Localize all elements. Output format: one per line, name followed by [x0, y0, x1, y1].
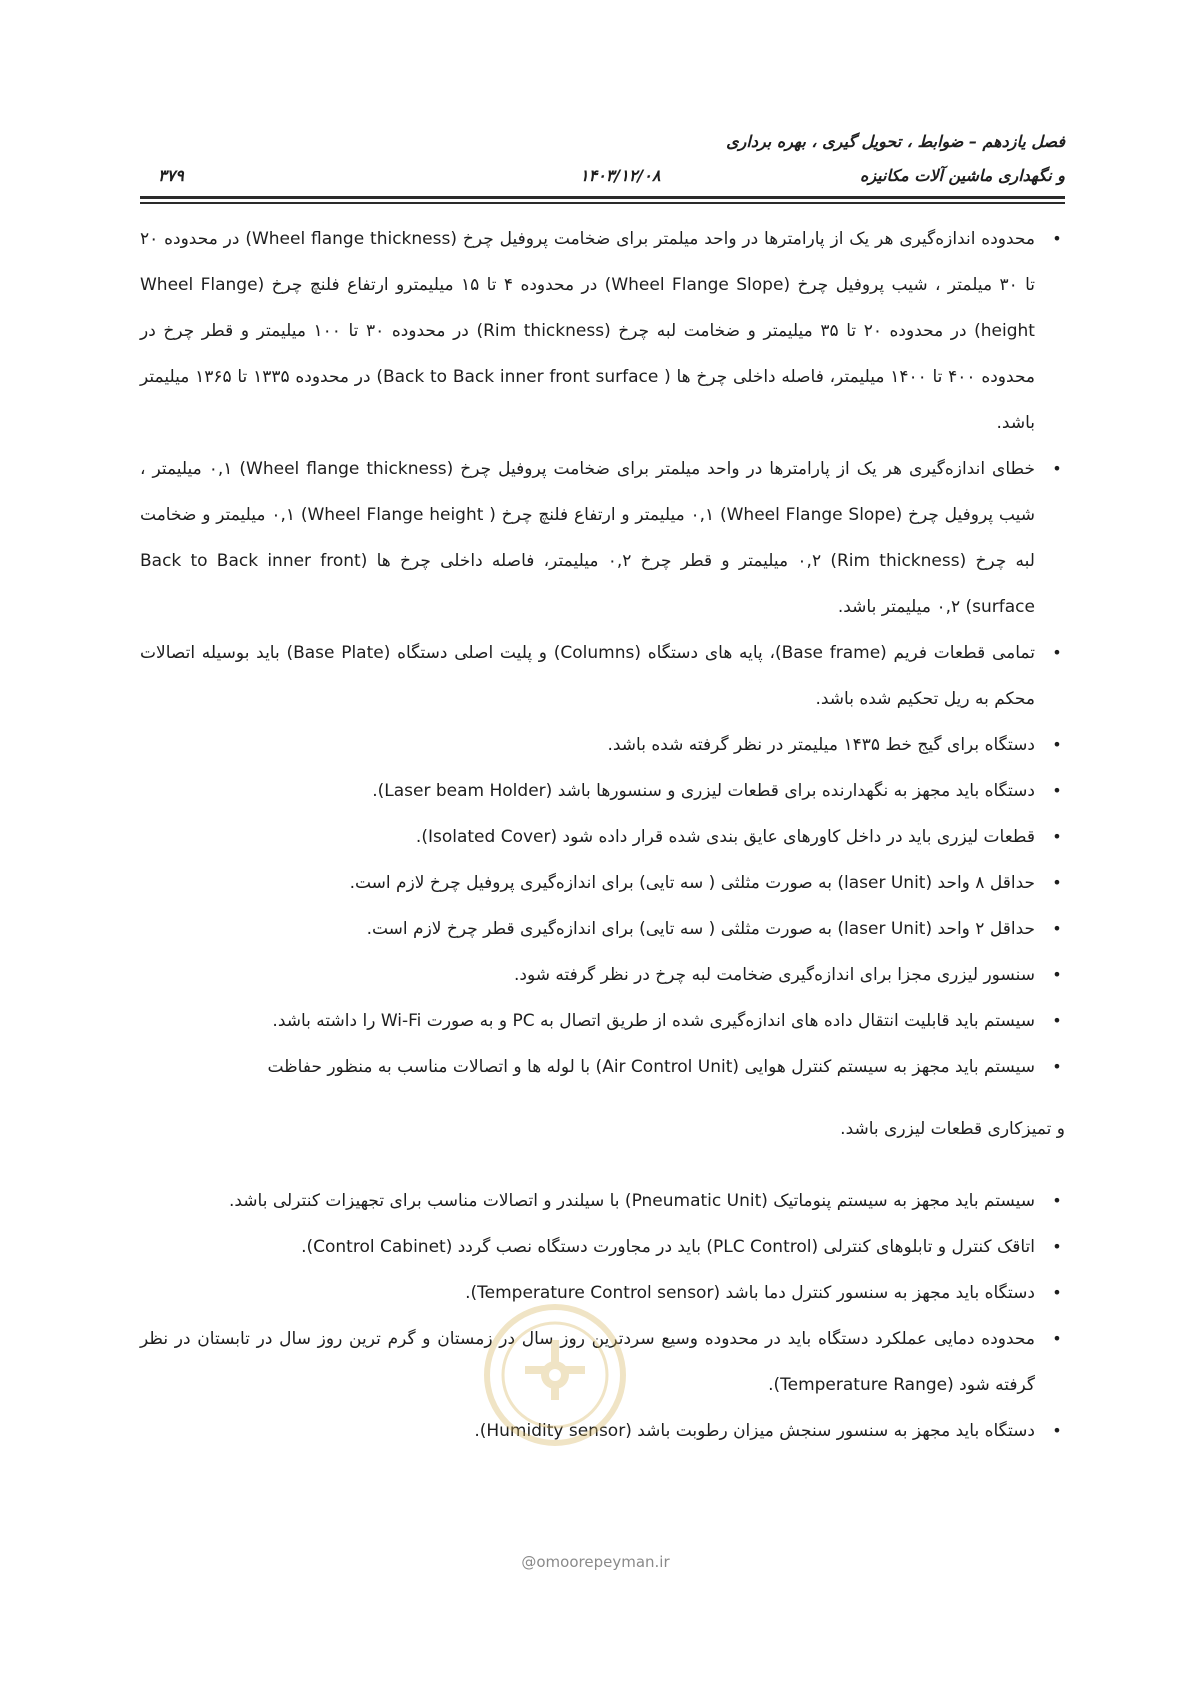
list-item-text: تمامی قطعات فریم (Base frame)، پایه های دستگاه (Columns) و پلیت اصلی دستگاه (Base Plate) باید بوسیله اتصالات محکم به ریل تحکیم شده باشد. [140, 643, 1035, 709]
list-item [140, 446, 1065, 630]
list-item-text: سنسور لیزری مجزا برای اندازه‌گیری ضخامت لبه چرخ در نظر گرفته شود. [514, 965, 1035, 985]
list-item [140, 952, 1065, 998]
bullet-icon: • [1052, 1191, 1062, 1210]
bullet-icon: • [1052, 1283, 1062, 1302]
page-number: ۳۷۹ [158, 166, 184, 185]
list-item-text: دستگاه برای گیج خط ۱۴۳۵ میلیمتر در نظر گرفته شده باشد. [607, 735, 1035, 755]
bullet-icon: • [1052, 919, 1062, 938]
list-item-text: سیستم باید مجهز به سیستم کنترل هوایی (Air Control Unit) با لوله ها و اتصالات مناسب به منظور حفاظت [267, 1057, 1035, 1077]
list-item [140, 1224, 1065, 1270]
list-item-text: خطای اندازه‌گیری هر یک از پارامترها در واحد میلمتر برای ضخامت پروفیل چرخ (Wheel flange thickness) ۰,۱ میلیمتر ، شیب پروفیل چرخ (Wheel Flange Slope) ۰,۱ میلیمتر و ارتفاع فلنچ چرخ ( Wheel Flange height) ۰,۱ میلیمتر و ضخامت لبه چرخ (Rim thickness) ۰,۲ میلیمتر و قطر چرخ ۰,۲ میلیمتر، فاصله داخلی چرخ ها (Back to Back inner front surface) ۰,۲ میلیمتر باشد. [140, 459, 1035, 617]
list-item-text: حداقل ۲ واحد (laser Unit) به صورت مثلثی ( سه تایی) برای اندازه‌گیری قطر چرخ لازم است. [366, 919, 1035, 939]
list-item [140, 722, 1065, 768]
list-item [140, 1044, 1065, 1090]
list-item-text: سیستم باید مجهز به سیستم پنوماتیک (Pneumatic Unit) با سیلندر و اتصالات مناسب برای تجهیزات کنترلی باشد. [228, 1191, 1035, 1211]
list-item-text: دستگاه باید مجهز به نگهدارنده برای قطعات لیزری و سنسورها باشد (Laser beam Holder). [372, 781, 1035, 801]
bullet-icon: • [1052, 1329, 1062, 1348]
watermark-site: @omoorepeyman.ir [521, 1553, 670, 1571]
list-item-text: سیستم باید قابلیت انتقال داده های اندازه‌گیری شده از طریق اتصال به PC و به صورت Wi-Fi را داشته باشد. [272, 1011, 1035, 1031]
bullet-icon: • [1052, 459, 1062, 478]
list-item-text: دستگاه باید مجهز به سنسور کنترل دما باشد (Temperature Control sensor). [465, 1283, 1035, 1303]
list-item-text: محدوده اندازه‌گیری هر یک از پارامترها در واحد میلمتر برای ضخامت پروفیل چرخ (Wheel flange thickness) در محدوده ۲۰ تا ۳۰ میلمتر ، شیب پروفیل چرخ (Wheel Flange Slope) در محدوده ۴ تا ۱۵ میلیمترو ارتفاع فلنچ چرخ (Wheel Flange height) در محدوده ۲۰ تا ۳۵ میلیمتر و ضخامت لبه چرخ (Rim thickness) در محدوده ۳۰ تا ۱۰۰ میلیمتر و قطر چرخ در محدوده ۴۰۰ تا ۱۴۰۰ میلیمتر، فاصله داخلی چرخ ها ( Back to Back inner front surface) در محدوده ۱۳۳۵ تا ۱۳۶۵ میلیمتر باشد. [140, 229, 1036, 433]
continuation-paragraph: و تمیزکاری قطعات لیزری باشد. [840, 1119, 1065, 1139]
list-item [140, 1178, 1065, 1224]
list-item-text: محدوده دمایی عملکرد دستگاه باید در محدوده وسیع سردترین روز سال در زمستان و گرم ترین روز سال در تابستان در نظر گرفته شود (Temperature Range). [140, 1329, 1035, 1395]
bullet-icon: • [1052, 873, 1062, 892]
watermark-seal-icon [480, 1300, 630, 1450]
list-item-text: دستگاه باید مجهز به سنسور سنجش میزان رطوبت باشد (Humidity sensor). [474, 1421, 1035, 1441]
list-item-text: قطعات لیزری باید در داخل کاورهای عایق بندی شده قرار داده شود (Isolated Cover). [415, 827, 1035, 847]
list-item-text: اتاقک کنترل و تابلوهای کنترلی (PLC Control) باید در مجاورت دستگاه نصب گردد (Control Cabinet). [301, 1237, 1035, 1257]
bullet-icon: • [1052, 1237, 1062, 1256]
bullet-icon: • [1052, 827, 1062, 846]
list-item [140, 216, 1065, 446]
chapter-title: فصل یازدهم – ضوابط ، تحویل گیری ، بهره برداری [726, 132, 1065, 151]
chapter-subtitle: و نگهداری ماشین آلات مکانیزه [859, 166, 1065, 185]
header-date: ۱۴۰۳/۱۲/۰۸ [580, 166, 661, 185]
list-item [140, 998, 1065, 1044]
bullet-icon: • [1052, 781, 1062, 800]
list-item [140, 814, 1065, 860]
bullet-icon: • [1052, 229, 1062, 248]
bullet-icon: • [1052, 1011, 1062, 1030]
list-item-text: حداقل ۸ واحد (laser Unit) به صورت مثلثی ( سه تایی) برای اندازه‌گیری پروفیل چرخ لازم است. [349, 873, 1035, 893]
header-rule-thick [140, 196, 1065, 199]
list-item [140, 630, 1065, 722]
bullet-icon: • [1052, 735, 1062, 754]
header-rule-thin [140, 202, 1065, 204]
bullet-icon: • [1052, 1421, 1062, 1440]
bullet-icon: • [1052, 1057, 1062, 1076]
list-item [140, 768, 1065, 814]
bullet-icon: • [1052, 643, 1062, 662]
list-item [140, 860, 1065, 906]
list-item [140, 906, 1065, 952]
page-header [140, 118, 1065, 208]
page-content [140, 216, 1065, 1454]
bullet-icon: • [1052, 965, 1062, 984]
